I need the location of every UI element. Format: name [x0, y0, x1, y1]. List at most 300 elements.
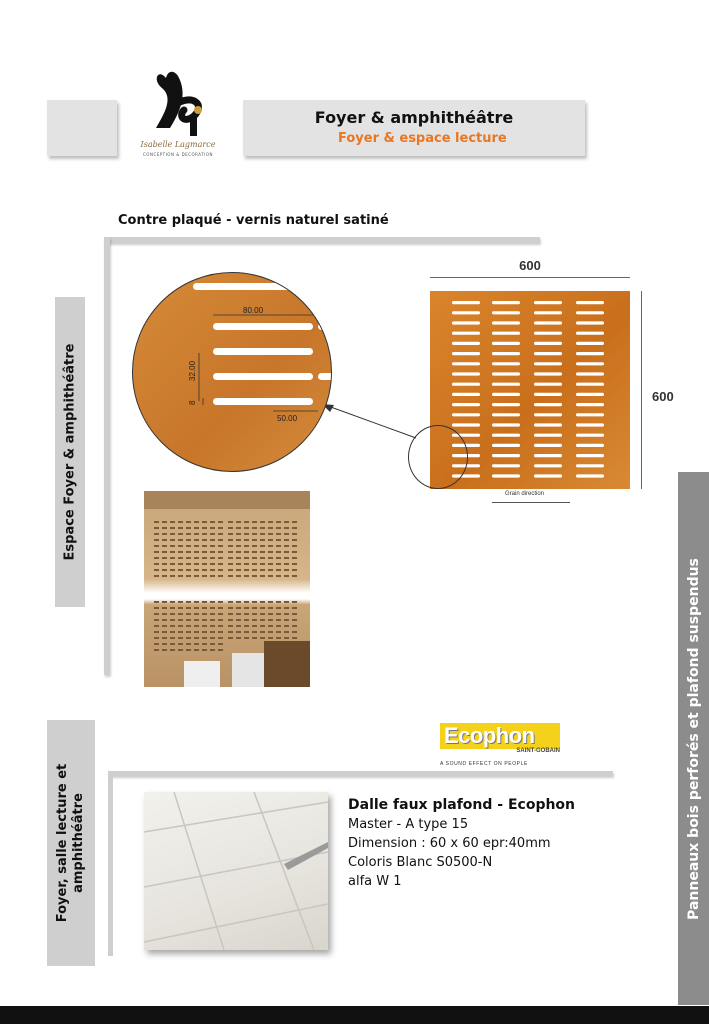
- photo-perforation: [170, 643, 175, 645]
- photo-perforation: [292, 575, 297, 577]
- photo-perforation: [170, 557, 175, 559]
- photo-perforation: [276, 533, 281, 535]
- photo-perforation: [178, 575, 183, 577]
- photo-perforation: [268, 631, 273, 633]
- photo-perforation: [202, 527, 207, 529]
- side-tab-salle-lecture: [47, 720, 95, 966]
- photo-perforation: [218, 649, 223, 651]
- photo-perforation: [268, 545, 273, 547]
- photo-perforation: [170, 625, 175, 627]
- panel-slot: [576, 372, 604, 375]
- photo-perforation: [236, 527, 241, 529]
- photo-perforation: [244, 619, 249, 621]
- panel-slot: [534, 393, 562, 396]
- photo-perforation: [236, 569, 241, 571]
- page-title: Foyer & amphithéâtre: [314, 108, 514, 127]
- photo-perforation: [170, 539, 175, 541]
- photo-perforation: [292, 613, 297, 615]
- section2-frame-left: [108, 771, 113, 956]
- panel-slot: [492, 464, 520, 467]
- photo-perforation: [244, 601, 249, 603]
- photo-perforation: [210, 607, 215, 609]
- photo-perforation: [218, 613, 223, 615]
- photo-perforation: [210, 619, 215, 621]
- photo-perforation: [284, 575, 289, 577]
- right-category-band: [678, 472, 709, 1005]
- photo-perforation: [292, 539, 297, 541]
- photo-perforation: [162, 539, 167, 541]
- photo-perforation: [186, 575, 191, 577]
- photo-perforation: [228, 619, 233, 621]
- photo-perforation: [194, 649, 199, 651]
- photo-perforation: [186, 563, 191, 565]
- photo-perforation: [292, 631, 297, 633]
- photo-perforation: [236, 607, 241, 609]
- photo-perforation: [194, 631, 199, 633]
- photo-perforation: [210, 625, 215, 627]
- photo-perforation: [162, 563, 167, 565]
- panel-slot: [534, 434, 562, 437]
- photo-perforation: [292, 625, 297, 627]
- panel-slot: [576, 332, 604, 335]
- photo-perforation: [260, 527, 265, 529]
- photo-perforation: [276, 521, 281, 523]
- side-tab-salle-lecture-label: Foyer, salle lecture et amphithéâtre: [55, 763, 86, 923]
- photo-perforation: [186, 631, 191, 633]
- photo-perforation: [162, 521, 167, 523]
- photo-perforation: [218, 533, 223, 535]
- product-line: alfa W 1: [348, 874, 402, 889]
- photo-perforation: [284, 539, 289, 541]
- panel-slot: [534, 311, 562, 314]
- photo-perforation: [162, 631, 167, 633]
- panel-slot: [492, 383, 520, 386]
- panel-slot: [534, 362, 562, 365]
- photo-perforation: [194, 527, 199, 529]
- panel-slot: [576, 342, 604, 345]
- photo-perforation: [218, 527, 223, 529]
- panel-slot: [576, 383, 604, 386]
- photo-perforation: [210, 551, 215, 553]
- photo-perforation: [170, 551, 175, 553]
- photo-perforation: [194, 643, 199, 645]
- panel-slot: [576, 352, 604, 355]
- photo-perforation: [236, 625, 241, 627]
- photo-perforation: [178, 607, 183, 609]
- photo-perforation: [186, 619, 191, 621]
- section1-label: Contre plaqué - vernis naturel satiné: [118, 213, 389, 228]
- photo-perforation: [260, 631, 265, 633]
- photo-perforation: [194, 539, 199, 541]
- grain-direction-arrow: [492, 502, 570, 503]
- photo-perforation: [260, 569, 265, 571]
- photo-perforation: [194, 607, 199, 609]
- photo-perforation: [236, 631, 241, 633]
- photo-perforation: [292, 521, 297, 523]
- panel-slot: [534, 321, 562, 324]
- detail-gap-label: 50.00: [277, 414, 298, 423]
- photo-perforation: [260, 557, 265, 559]
- photo-perforation: [202, 539, 207, 541]
- photo-perforation: [292, 557, 297, 559]
- photo-perforation: [218, 601, 223, 603]
- photo-perforation: [186, 551, 191, 553]
- photo-perforation: [268, 569, 273, 571]
- panel-slot: [576, 423, 604, 426]
- photo-perforation: [210, 563, 215, 565]
- photo-perforation: [210, 539, 215, 541]
- photo-perforation: [252, 625, 257, 627]
- panel-slot: [576, 454, 604, 457]
- photo-perforation: [170, 619, 175, 621]
- photo-perforation: [162, 533, 167, 535]
- photo-perforation: [244, 613, 249, 615]
- photo-perforation: [154, 601, 159, 603]
- photo-perforation: [202, 607, 207, 609]
- photo-perforation: [202, 533, 207, 535]
- photo-perforation: [284, 545, 289, 547]
- photo-perforation: [276, 625, 281, 627]
- panel-slot: [492, 301, 520, 304]
- photo-perforation: [276, 619, 281, 621]
- photo-perforation: [162, 613, 167, 615]
- photo-perforation: [276, 545, 281, 547]
- panel-slot: [534, 474, 562, 477]
- photo-perforation: [276, 563, 281, 565]
- photo-perforation: [210, 637, 215, 639]
- photo-perforation: [194, 637, 199, 639]
- photo-perforation: [202, 625, 207, 627]
- panel-slot: [534, 332, 562, 335]
- photo-perforation: [202, 637, 207, 639]
- product-line: Dimension : 60 x 60 epr:40mm: [348, 836, 551, 851]
- photo-perforation: [162, 551, 167, 553]
- photo-perforation: [202, 557, 207, 559]
- logo-subtitle: CONCEPTION & DECORATION: [143, 152, 213, 157]
- photo-perforation: [228, 539, 233, 541]
- photo-perforation: [210, 601, 215, 603]
- photo-perforation: [292, 545, 297, 547]
- photo-perforation: [210, 613, 215, 615]
- photo-perforation: [186, 533, 191, 535]
- panel-slot: [492, 311, 520, 314]
- photo-perforation: [186, 643, 191, 645]
- photo-perforation: [194, 613, 199, 615]
- photo-perforation: [210, 631, 215, 633]
- photo-perforation: [292, 637, 297, 639]
- grain-direction-label: Grain direction: [505, 491, 545, 497]
- photo-perforation: [276, 613, 281, 615]
- detail-slot-width-label: 8: [188, 400, 197, 405]
- photo-perforation: [170, 521, 175, 523]
- panel-slot: [492, 434, 520, 437]
- section1-frame-left: [104, 237, 110, 675]
- photo-perforation: [228, 521, 233, 523]
- photo-perforation: [154, 619, 159, 621]
- photo-perforation: [236, 563, 241, 565]
- photo-perforation: [276, 539, 281, 541]
- photo-perforation: [154, 575, 159, 577]
- panel-slot: [452, 372, 480, 375]
- photo-perforation: [202, 649, 207, 651]
- photo-perforation: [268, 539, 273, 541]
- photo-perforation: [284, 521, 289, 523]
- photo-perforation: [178, 533, 183, 535]
- photo-perforation: [260, 563, 265, 565]
- footer-bar: [0, 1006, 709, 1024]
- photo-perforation: [154, 521, 159, 523]
- photo-perforation: [236, 575, 241, 577]
- photo-perforation: [186, 545, 191, 547]
- photo-perforation: [154, 545, 159, 547]
- photo-perforation: [284, 601, 289, 603]
- photo-perforation: [218, 631, 223, 633]
- photo-perforation: [260, 575, 265, 577]
- photo-perforation: [202, 521, 207, 523]
- photo-perforation: [244, 533, 249, 535]
- photo-perforation: [284, 613, 289, 615]
- photo-perforation: [194, 533, 199, 535]
- photo-perforation: [276, 637, 281, 639]
- panel-slot: [534, 464, 562, 467]
- panel-slot: [576, 464, 604, 467]
- photo-perforation: [154, 625, 159, 627]
- photo-perforation: [252, 563, 257, 565]
- photo-perforation: [284, 527, 289, 529]
- photo-perforation: [170, 607, 175, 609]
- photo-perforation: [260, 637, 265, 639]
- photo-perforation: [162, 575, 167, 577]
- photo-perforation: [170, 575, 175, 577]
- photo-perforation: [228, 557, 233, 559]
- panel-slot: [534, 383, 562, 386]
- photo-perforation: [236, 545, 241, 547]
- photo-perforation: [228, 569, 233, 571]
- photo-perforation: [244, 527, 249, 529]
- photo-perforation: [162, 649, 167, 651]
- section1-frame-top: [104, 237, 540, 243]
- photo-perforation: [154, 607, 159, 609]
- photo-perforation: [252, 557, 257, 559]
- photo-perforation: [186, 625, 191, 627]
- photo-perforation: [218, 625, 223, 627]
- photo-perforation: [260, 551, 265, 553]
- panel-slot: [534, 352, 562, 355]
- photo-perforation: [218, 575, 223, 577]
- photo-perforation: [170, 637, 175, 639]
- photo-perforation: [218, 551, 223, 553]
- photo-perforation: [260, 619, 265, 621]
- photo-perforation: [292, 551, 297, 553]
- photo-perforation: [284, 563, 289, 565]
- photo-perforation: [292, 533, 297, 535]
- panel-slot: [534, 403, 562, 406]
- photo-perforation: [162, 637, 167, 639]
- photo-perforation: [252, 631, 257, 633]
- photo-perforation: [178, 649, 183, 651]
- photo-perforation: [268, 521, 273, 523]
- panel-width-dimension-line: [430, 277, 630, 278]
- photo-perforation: [178, 527, 183, 529]
- panel-slot: [576, 311, 604, 314]
- panel-slot: [492, 372, 520, 375]
- photo-perforation: [268, 533, 273, 535]
- panel-slot: [534, 423, 562, 426]
- photo-perforation: [244, 637, 249, 639]
- photo-perforation: [186, 601, 191, 603]
- photo-perforation: [284, 569, 289, 571]
- photo-perforation: [194, 575, 199, 577]
- photo-perforation: [218, 607, 223, 609]
- panel-slot: [452, 332, 480, 335]
- photo-perforation: [260, 607, 265, 609]
- photo-perforation: [194, 557, 199, 559]
- photo-perforation: [178, 539, 183, 541]
- panel-slot: [492, 393, 520, 396]
- photo-perforation: [186, 539, 191, 541]
- photo-perforation: [194, 619, 199, 621]
- photo-perforation: [170, 527, 175, 529]
- photo-perforation: [162, 643, 167, 645]
- photo-perforation: [202, 643, 207, 645]
- installed-panels-photo: [144, 491, 310, 687]
- ceiling-grid-drawing: [144, 792, 328, 950]
- photo-perforation: [154, 533, 159, 535]
- panel-slot: [492, 342, 520, 345]
- photo-perforation: [228, 607, 233, 609]
- panel-slot: [492, 321, 520, 324]
- photo-perforation: [202, 601, 207, 603]
- panel-slot: [576, 393, 604, 396]
- photo-perforation: [178, 643, 183, 645]
- photo-perforation: [228, 601, 233, 603]
- photo-perforation: [268, 557, 273, 559]
- photo-perforation: [154, 551, 159, 553]
- photo-perforation: [252, 545, 257, 547]
- panel-slot: [576, 434, 604, 437]
- photo-perforation: [202, 545, 207, 547]
- photo-perforation: [228, 545, 233, 547]
- photo-perforation: [252, 551, 257, 553]
- photo-perforation: [210, 575, 215, 577]
- panel-slot: [534, 301, 562, 304]
- panel-slot: [576, 362, 604, 365]
- photo-perforation: [218, 557, 223, 559]
- photo-perforation: [284, 551, 289, 553]
- photo-perforation: [210, 569, 215, 571]
- photo-perforation: [170, 631, 175, 633]
- panel-slot: [452, 342, 480, 345]
- photo-perforation: [202, 575, 207, 577]
- photo-perforation: [170, 563, 175, 565]
- panel-slot: [576, 444, 604, 447]
- product-line: Master - A type 15: [348, 817, 469, 832]
- photo-perforation: [252, 539, 257, 541]
- photo-perforation: [276, 607, 281, 609]
- photo-perforation: [260, 533, 265, 535]
- photo-perforation: [194, 625, 199, 627]
- photo-perforation: [260, 625, 265, 627]
- photo-perforation: [292, 619, 297, 621]
- photo-perforation: [236, 551, 241, 553]
- photo-perforation: [252, 569, 257, 571]
- photo-perforation: [260, 545, 265, 547]
- photo-perforation: [162, 527, 167, 529]
- photo-perforation: [178, 569, 183, 571]
- photo-perforation: [178, 625, 183, 627]
- photo-perforation: [186, 613, 191, 615]
- photo-perforation: [162, 601, 167, 603]
- panel-slot: [452, 362, 480, 365]
- photo-perforation: [276, 569, 281, 571]
- panel-slot: [534, 413, 562, 416]
- photo-perforation: [170, 533, 175, 535]
- photo-perforation: [228, 563, 233, 565]
- photo-perforation: [292, 563, 297, 565]
- photo-perforation: [154, 631, 159, 633]
- photo-perforation: [244, 631, 249, 633]
- photo-perforation: [170, 613, 175, 615]
- photo-perforation: [260, 539, 265, 541]
- panel-slot: [452, 413, 480, 416]
- photo-perforation: [252, 575, 257, 577]
- photo-perforation: [252, 601, 257, 603]
- photo-perforation: [202, 631, 207, 633]
- panel-slot: [452, 301, 480, 304]
- photo-perforation: [154, 539, 159, 541]
- photo-perforation: [162, 557, 167, 559]
- photo-perforation: [276, 575, 281, 577]
- photo-perforation: [210, 643, 215, 645]
- side-tab-espace-foyer-label: Espace Foyer & amphithéâtre: [62, 343, 78, 561]
- photo-perforation: [218, 569, 223, 571]
- ecophon-tagline: A SOUND EFFECT ON PEOPLE: [440, 761, 528, 767]
- photo-perforation: [252, 607, 257, 609]
- panel-slot: [576, 474, 604, 477]
- photo-perforation: [202, 563, 207, 565]
- photo-perforation: [276, 527, 281, 529]
- photo-perforation: [228, 527, 233, 529]
- photo-perforation: [202, 551, 207, 553]
- photo-perforation: [178, 619, 183, 621]
- photo-perforation: [154, 637, 159, 639]
- photo-perforation: [268, 575, 273, 577]
- photo-perforation: [210, 557, 215, 559]
- photo-perforation: [236, 619, 241, 621]
- photo-perforation: [268, 563, 273, 565]
- photo-perforation: [276, 557, 281, 559]
- panel-slot: [534, 454, 562, 457]
- photo-perforation: [292, 601, 297, 603]
- photo-perforation: [236, 539, 241, 541]
- photo-perforation: [268, 527, 273, 529]
- photo-perforation: [162, 619, 167, 621]
- photo-perforation: [178, 521, 183, 523]
- photo-perforation: [170, 649, 175, 651]
- photo-perforation: [284, 631, 289, 633]
- photo-perforation: [260, 613, 265, 615]
- photo-perforation: [154, 557, 159, 559]
- photo-perforation: [210, 527, 215, 529]
- photo-perforation: [244, 521, 249, 523]
- photo-perforation: [244, 563, 249, 565]
- photo-perforation: [236, 533, 241, 535]
- perforation-detail-drawing: [133, 273, 332, 472]
- photo-perforation: [244, 625, 249, 627]
- photo-perforation: [252, 613, 257, 615]
- photo-perforation: [178, 557, 183, 559]
- panel-slot: [576, 403, 604, 406]
